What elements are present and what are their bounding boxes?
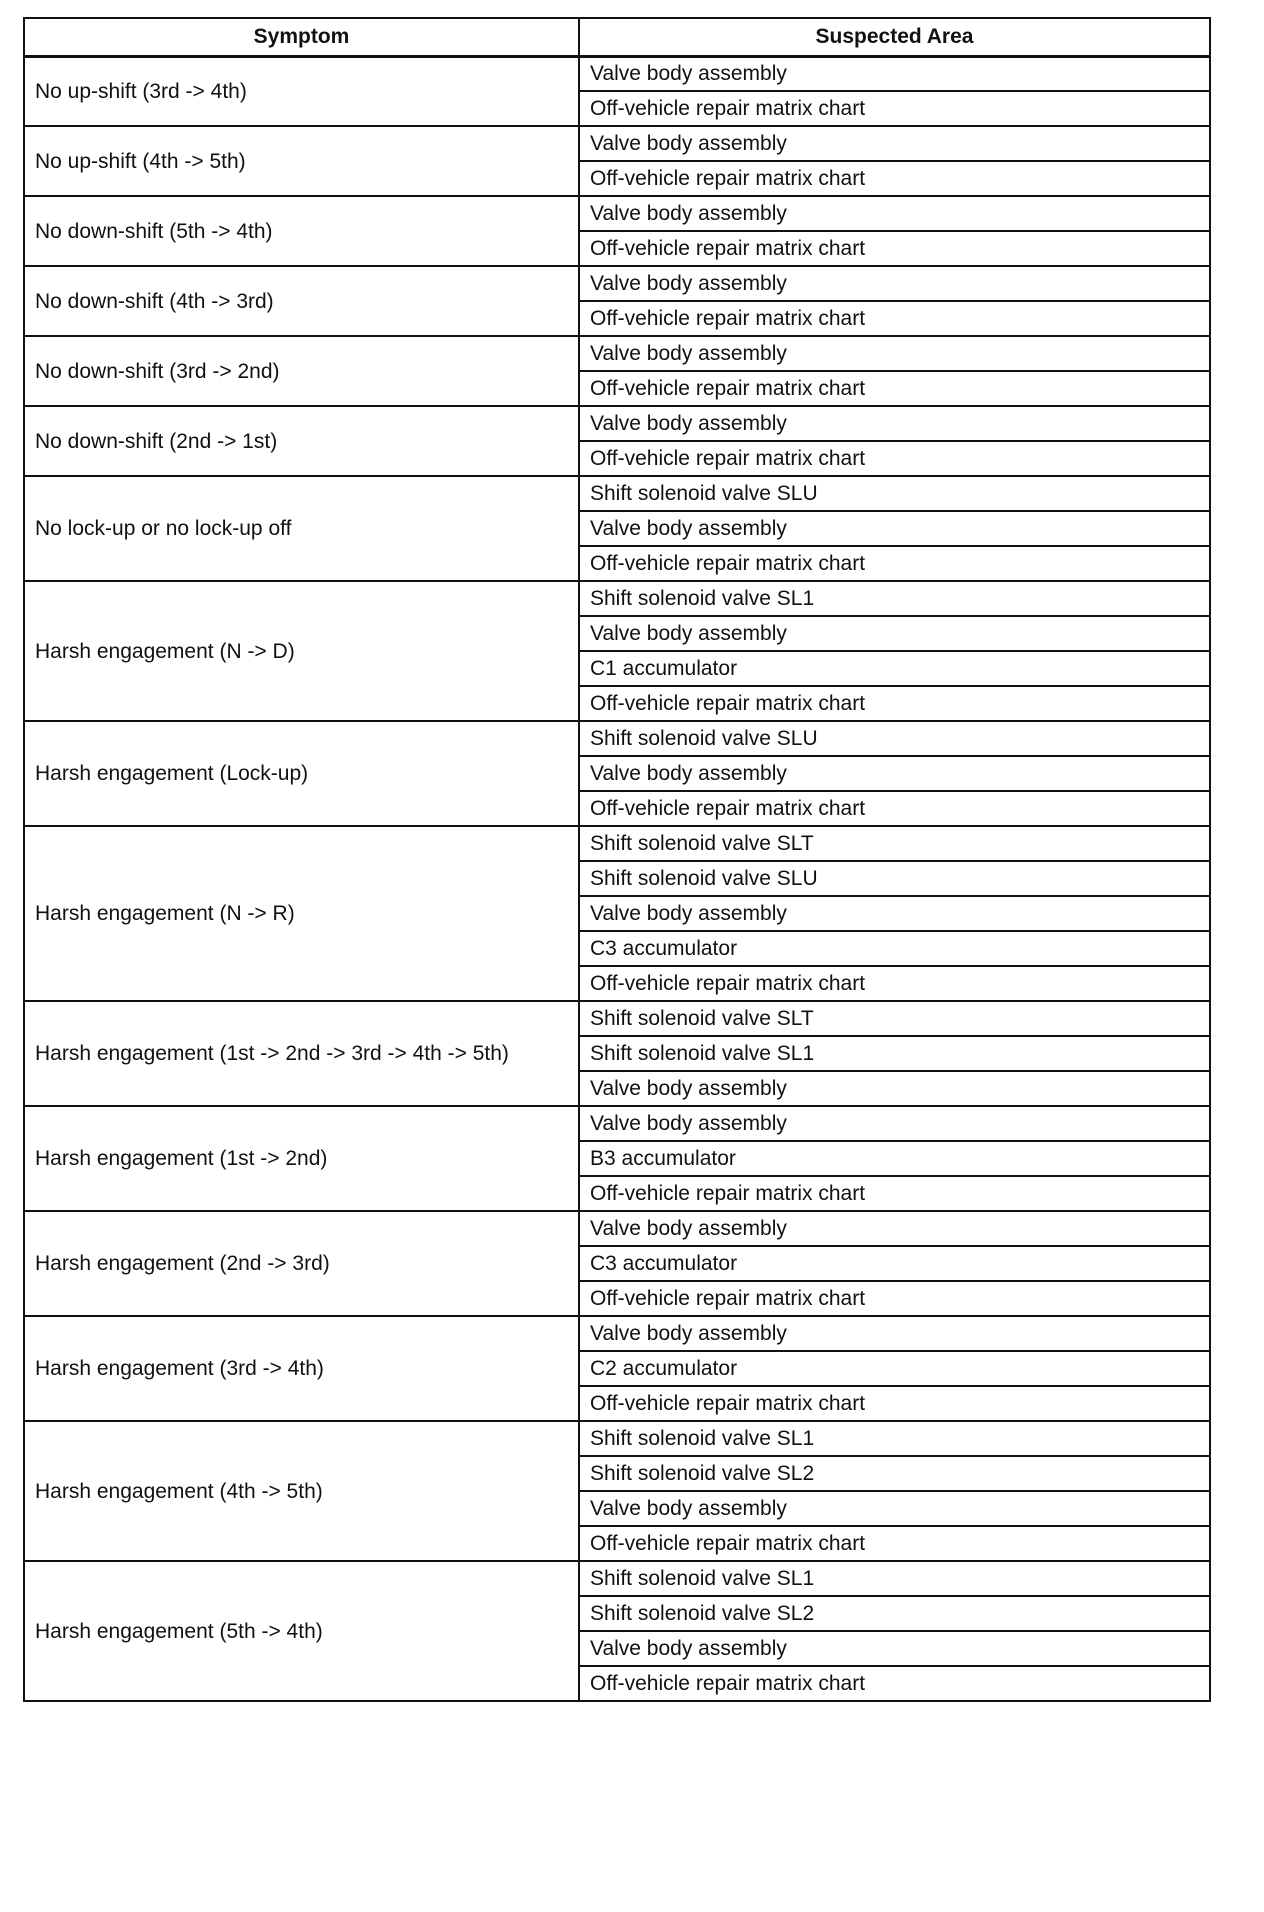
table-row [24, 1211, 1210, 1246]
symptom-cell: Harsh engagement (4th -> 5th) [24, 1421, 579, 1561]
symptom-cell: No down-shift (3rd -> 2nd) [24, 336, 579, 406]
symptom-cell: Harsh engagement (2nd -> 3rd) [24, 1211, 579, 1316]
header-row [24, 18, 1210, 56]
suspected-area-cell: Valve body assembly [579, 1491, 1210, 1526]
table-row [24, 126, 1210, 161]
table-row [24, 476, 1210, 511]
suspected-area-cell: Valve body assembly [579, 56, 1210, 91]
suspected-area-cell: Off-vehicle repair matrix chart [579, 1176, 1210, 1211]
table-row [24, 1106, 1210, 1141]
symptom-cell: No lock-up or no lock-up off [24, 476, 579, 581]
suspected-area-cell: Off-vehicle repair matrix chart [579, 1526, 1210, 1561]
symptom-table [23, 17, 1211, 1702]
suspected-area-cell: Off-vehicle repair matrix chart [579, 301, 1210, 336]
suspected-area-cell: Shift solenoid valve SL2 [579, 1456, 1210, 1491]
table-body [24, 56, 1210, 1701]
symptom-cell: Harsh engagement (1st -> 2nd) [24, 1106, 579, 1211]
suspected-area-cell: Valve body assembly [579, 1316, 1210, 1351]
suspected-area-cell: Valve body assembly [579, 336, 1210, 371]
suspected-area-cell: Valve body assembly [579, 266, 1210, 301]
suspected-area-cell: Shift solenoid valve SL1 [579, 581, 1210, 616]
table-row [24, 721, 1210, 756]
table-row [24, 826, 1210, 861]
symptom-table-container [23, 17, 1209, 1702]
suspected-area-cell: Off-vehicle repair matrix chart [579, 161, 1210, 196]
header-suspected-area: Suspected Area [579, 18, 1210, 56]
table-row [24, 56, 1210, 91]
suspected-area-cell: Off-vehicle repair matrix chart [579, 966, 1210, 1001]
suspected-area-cell: Valve body assembly [579, 196, 1210, 231]
header-symptom: Symptom [24, 18, 579, 56]
suspected-area-cell: Off-vehicle repair matrix chart [579, 1281, 1210, 1316]
suspected-area-cell: Off-vehicle repair matrix chart [579, 546, 1210, 581]
suspected-area-cell: Valve body assembly [579, 1071, 1210, 1106]
symptom-cell: No down-shift (5th -> 4th) [24, 196, 579, 266]
suspected-area-cell: Shift solenoid valve SLU [579, 861, 1210, 896]
suspected-area-cell: Off-vehicle repair matrix chart [579, 1386, 1210, 1421]
suspected-area-cell: C3 accumulator [579, 1246, 1210, 1281]
suspected-area-cell: Valve body assembly [579, 616, 1210, 651]
table-row [24, 1001, 1210, 1036]
symptom-cell: No up-shift (4th -> 5th) [24, 126, 579, 196]
suspected-area-cell: Valve body assembly [579, 1631, 1210, 1666]
table-row [24, 336, 1210, 371]
suspected-area-cell: Valve body assembly [579, 756, 1210, 791]
suspected-area-cell: Shift solenoid valve SL2 [579, 1596, 1210, 1631]
suspected-area-cell: Off-vehicle repair matrix chart [579, 371, 1210, 406]
suspected-area-cell: Shift solenoid valve SLT [579, 826, 1210, 861]
suspected-area-cell: Shift solenoid valve SL1 [579, 1036, 1210, 1071]
suspected-area-cell: Shift solenoid valve SLU [579, 476, 1210, 511]
table-row [24, 1421, 1210, 1456]
table-row [24, 406, 1210, 441]
suspected-area-cell: Shift solenoid valve SLU [579, 721, 1210, 756]
symptom-cell: Harsh engagement (3rd -> 4th) [24, 1316, 579, 1421]
suspected-area-cell: C1 accumulator [579, 651, 1210, 686]
symptom-cell: Harsh engagement (N -> R) [24, 826, 579, 1001]
suspected-area-cell: Off-vehicle repair matrix chart [579, 1666, 1210, 1701]
symptom-cell: No down-shift (2nd -> 1st) [24, 406, 579, 476]
symptom-cell: Harsh engagement (1st -> 2nd -> 3rd -> 4th -> 5th) [24, 1001, 579, 1106]
suspected-area-cell: Valve body assembly [579, 511, 1210, 546]
suspected-area-cell: Shift solenoid valve SL1 [579, 1561, 1210, 1596]
suspected-area-cell: B3 accumulator [579, 1141, 1210, 1176]
table-row [24, 1316, 1210, 1351]
suspected-area-cell: Valve body assembly [579, 896, 1210, 931]
suspected-area-cell: Shift solenoid valve SL1 [579, 1421, 1210, 1456]
symptom-cell: No down-shift (4th -> 3rd) [24, 266, 579, 336]
suspected-area-cell: Valve body assembly [579, 1211, 1210, 1246]
symptom-cell: Harsh engagement (N -> D) [24, 581, 579, 721]
table-row [24, 266, 1210, 301]
suspected-area-cell: Off-vehicle repair matrix chart [579, 441, 1210, 476]
suspected-area-cell: Off-vehicle repair matrix chart [579, 231, 1210, 266]
symptom-cell: Harsh engagement (5th -> 4th) [24, 1561, 579, 1701]
symptom-cell: No up-shift (3rd -> 4th) [24, 56, 579, 126]
suspected-area-cell: Valve body assembly [579, 406, 1210, 441]
suspected-area-cell: Off-vehicle repair matrix chart [579, 791, 1210, 826]
symptom-cell: Harsh engagement (Lock-up) [24, 721, 579, 826]
suspected-area-cell: Valve body assembly [579, 1106, 1210, 1141]
table-row [24, 196, 1210, 231]
suspected-area-cell: Valve body assembly [579, 126, 1210, 161]
suspected-area-cell: Off-vehicle repair matrix chart [579, 91, 1210, 126]
table-row [24, 581, 1210, 616]
suspected-area-cell: C2 accumulator [579, 1351, 1210, 1386]
suspected-area-cell: Off-vehicle repair matrix chart [579, 686, 1210, 721]
suspected-area-cell: Shift solenoid valve SLT [579, 1001, 1210, 1036]
suspected-area-cell: C3 accumulator [579, 931, 1210, 966]
table-row [24, 1561, 1210, 1596]
